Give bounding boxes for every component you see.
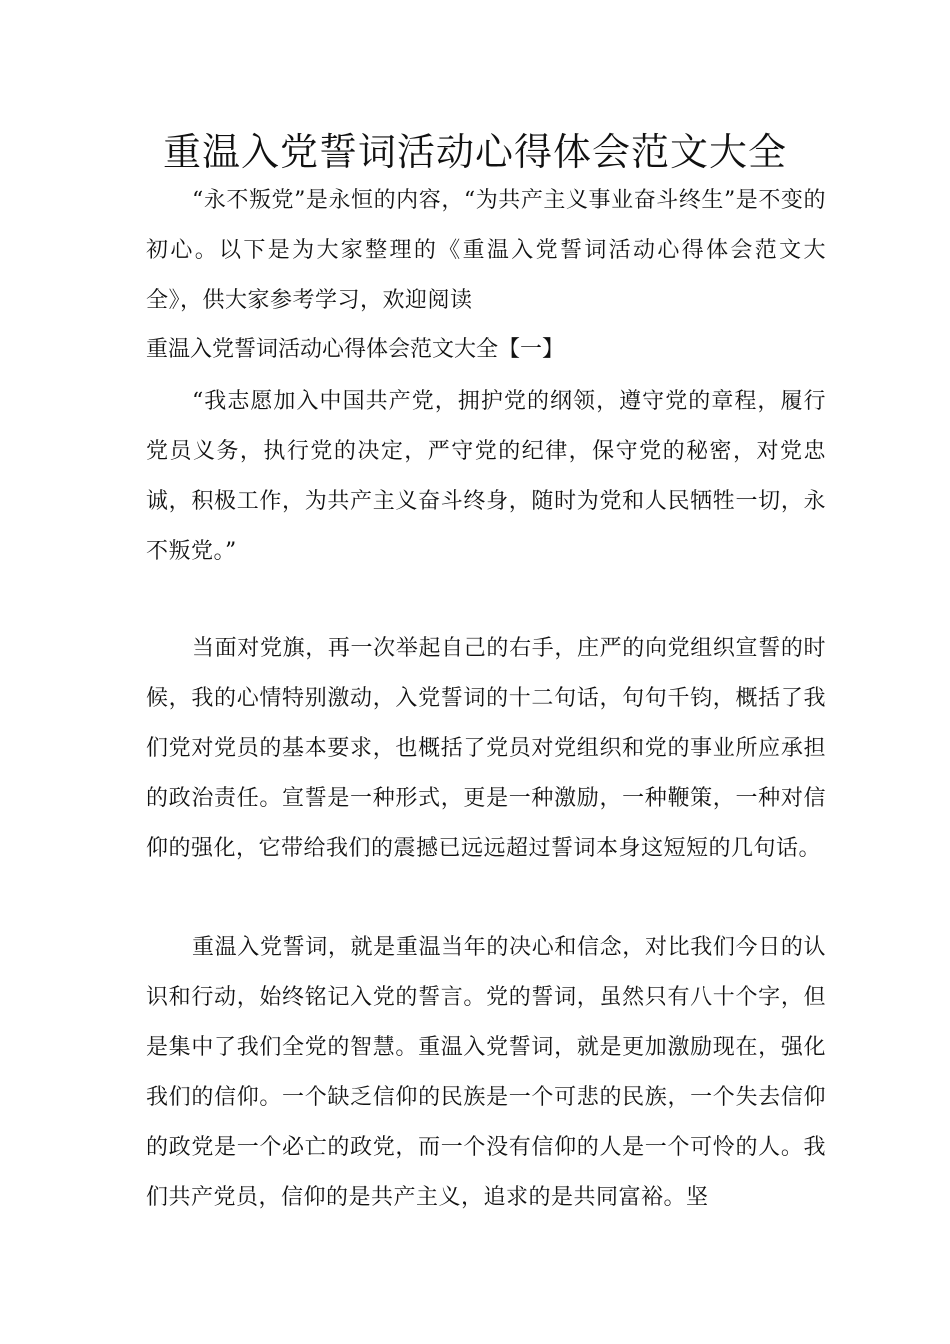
intro-paragraph: “永不叛党”是永恒的内容，“为共产主义事业奋斗终生”是不变的初心。以下是为大家整理的《重温入党誓词活动心得体会范文大全》，供大家参考学习，欢迎阅读 bbox=[146, 188, 826, 313]
oath-paragraph: “我志愿加入中国共产党，拥护党的纲领，遵守党的章程，履行党员义务，执行党的决定，严守党的纪律，保守党的秘密，对党忠诚，积极工作，为共产主义奋斗终身，随时为党和人民牺牲一切，永不叛党。” bbox=[146, 389, 826, 564]
body-paragraph-1: 当面对党旗，再一次举起自己的右手，庄严的向党组织宣誓的时候，我的心情特别激动，入党誓词的十二句话，句句千钧，概括了我们党对党员的基本要求，也概括了党员对党组织和党的事业所应承担的政治责任。宣誓是一种形式，更是一种激励，一种鞭策，一种对信仰的强化，它带给我们的震撼已远远超过誓词本身这短短的几句话。 bbox=[146, 636, 826, 861]
document-title: 重温入党誓词活动心得体会范文大全 bbox=[162, 130, 787, 174]
body-paragraph-2: 重温入党誓词，就是重温当年的决心和信念，对比我们今日的认识和行动，始终铭记入党的誓言。党的誓词，虽然只有八十个字，但是集中了我们全党的智慧。重温入党誓词，就是更加激励现在，强化我们的信仰。一个缺乏信仰的民族是一个可悲的民族，一个失去信仰的政党是一个必亡的政党，而一个没有信仰的人是一个可怜的人。我们共产党员，信仰的是共产主义，追求的是共同富裕。坚 bbox=[146, 935, 826, 1210]
section-heading: 重温入党誓词活动心得体会范文大全【一】 bbox=[146, 337, 565, 362]
